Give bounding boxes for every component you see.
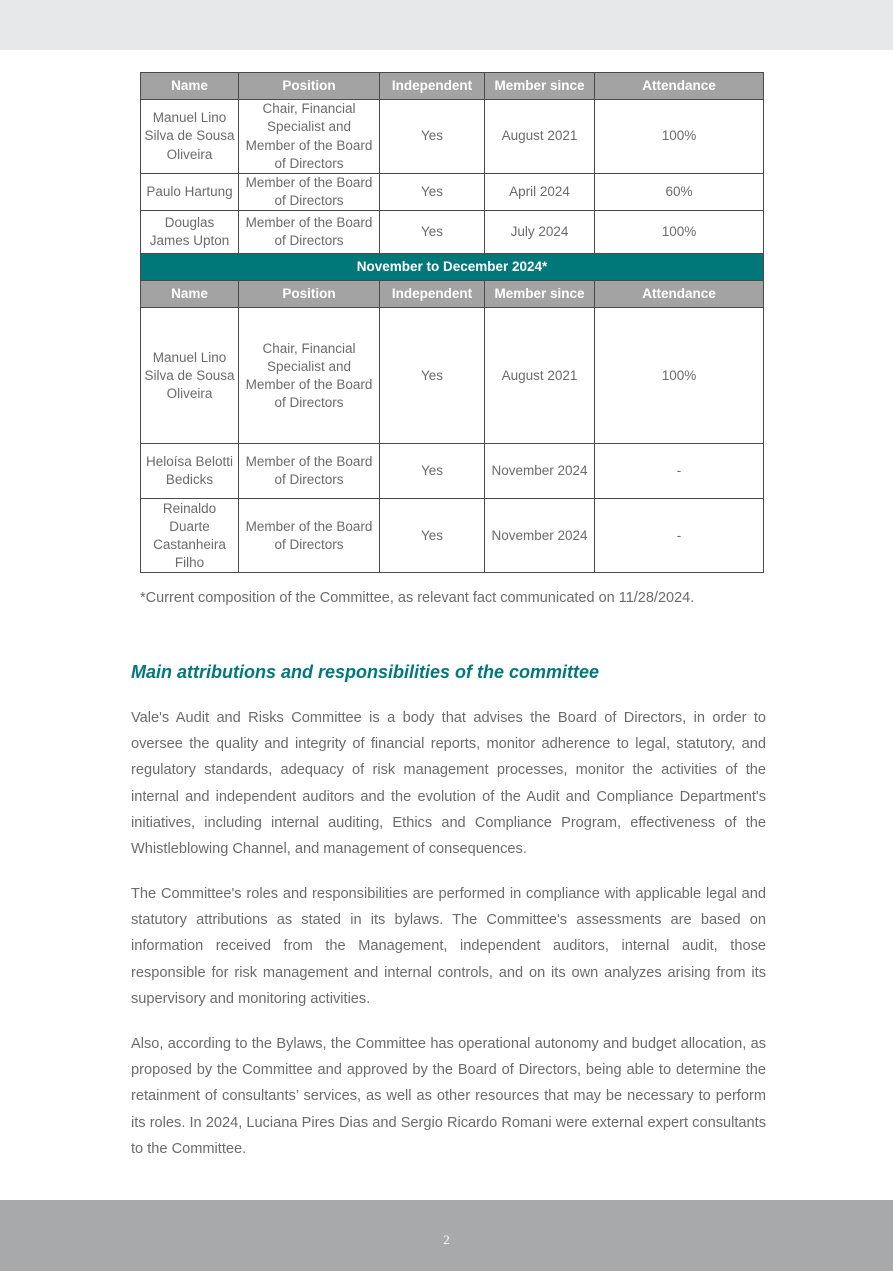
paragraph-operational-autonomy: Also, according to the Bylaws, the Committee has operational autonomy and budget allocation, as proposed by the Committee and approved by the Board of Directors, being able to determine the retainment of consultants’ services, as well as other resources that may be necessary to perform its roles. In 2024, Luciana Pires Dias and Sergio Ricardo Romani were external expert consultants to the Committee. (131, 1036, 766, 1157)
cell-attendance: 100% (595, 211, 764, 254)
header-position: Position (239, 281, 380, 308)
cell-attendance: - (595, 499, 764, 573)
table-row (141, 174, 764, 211)
cell-name: Reinaldo Duarte Castanheira Filho (141, 499, 239, 573)
cell-member-since: August 2021 (485, 100, 595, 174)
cell-position: Member of the Board of Directors (239, 211, 380, 254)
cell-name: Douglas James Upton (141, 211, 239, 254)
header-attendance: Attendance (595, 73, 764, 100)
table-header-row (141, 73, 764, 100)
table-row (141, 308, 764, 444)
table-row (141, 444, 764, 499)
period-label: November to December 2024* (141, 254, 764, 281)
cell-attendance: 100% (595, 100, 764, 174)
cell-independent: Yes (380, 211, 485, 254)
cell-attendance: 100% (595, 308, 764, 444)
cell-independent: Yes (380, 444, 485, 499)
cell-independent: Yes (380, 499, 485, 573)
cell-independent: Yes (380, 174, 485, 211)
table-row (141, 211, 764, 254)
period-row (141, 254, 764, 281)
header-independent: Independent (380, 281, 485, 308)
header-member-since: Member since (485, 73, 595, 100)
paragraph-committee-overview: Vale's Audit and Risks Committee is a body that advises the Board of Directors, in order to oversee the quality and integrity of financial reports, monitor adherence to legal, statutory, and regulatory standards, adequacy of risk management processes, monitor the activities of the internal and independent auditors and the evolution of the Audit and Compliance Department's initiatives, including internal auditing, Ethics and Compliance Program, effectiveness of the Whistleblowing Channel, and management of consequences. (131, 710, 766, 858)
header-name: Name (141, 73, 239, 100)
cell-name: Heloísa Belotti Bedicks (141, 444, 239, 499)
cell-name: Manuel Lino Silva de Sousa Oliveira (141, 308, 239, 444)
table-header-row (141, 281, 764, 308)
header-independent: Independent (380, 73, 485, 100)
section-title: Main attributions and responsibilities of the committee (131, 662, 600, 682)
table-footnote: *Current composition of the Committee, as relevant fact communicated on 11/28/2024. (140, 590, 695, 606)
cell-name: Paulo Hartung (141, 174, 239, 211)
table-row (141, 499, 764, 573)
cell-member-since: July 2024 (485, 211, 595, 254)
header-position: Position (239, 73, 380, 100)
cell-member-since: August 2021 (485, 308, 595, 444)
committee-composition-table (140, 72, 764, 573)
cell-attendance: 60% (595, 174, 764, 211)
cell-member-since: November 2024 (485, 444, 595, 499)
page-top-band (0, 0, 893, 50)
cell-independent: Yes (380, 100, 485, 174)
cell-position: Chair, Financial Specialist and Member of the Board of Directors (239, 308, 380, 444)
header-attendance: Attendance (595, 281, 764, 308)
header-member-since: Member since (485, 281, 595, 308)
cell-member-since: November 2024 (485, 499, 595, 573)
page-number: 2 (443, 1232, 450, 1247)
cell-independent: Yes (380, 308, 485, 444)
cell-position: Member of the Board of Directors (239, 174, 380, 211)
paragraph-roles-responsibilities: The Committee's roles and responsibilities are performed in compliance with applicable legal and statutory attributions as stated in its bylaws. The Committee's assessments are based on information received from the Management, independent auditors, internal audit, those responsible for risk management and internal controls, and on its own analyzes arising from its supervisory and monitoring activities. (131, 886, 766, 1007)
cell-member-since: April 2024 (485, 174, 595, 211)
cell-position: Member of the Board of Directors (239, 444, 380, 499)
cell-position: Chair, Financial Specialist and Member of the Board of Directors (239, 100, 380, 174)
header-name: Name (141, 281, 239, 308)
table-row (141, 100, 764, 174)
cell-attendance: - (595, 444, 764, 499)
cell-name: Manuel Lino Silva de Sousa Oliveira (141, 100, 239, 174)
cell-position: Member of the Board of Directors (239, 499, 380, 573)
